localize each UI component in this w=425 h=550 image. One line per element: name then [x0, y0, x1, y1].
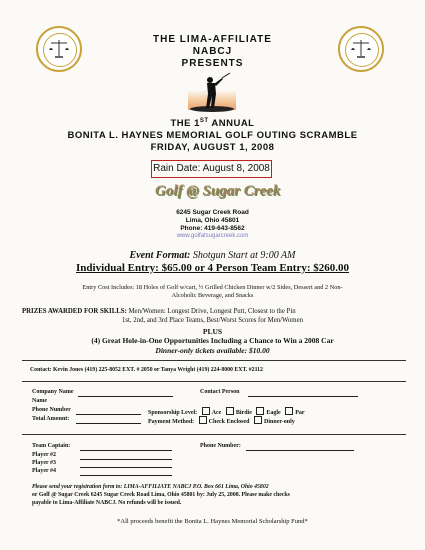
sugar-creek-logo: Golf @ Sugar Creek: [155, 183, 281, 199]
player-3-field[interactable]: [80, 467, 172, 468]
sponsorship-row: Sponsorship Level: Ace Birdie Eagle Par: [148, 407, 305, 416]
send-form-line-1: Please send your registration form to: LIMA-AFFILIATE NABCJ P.O. Box 661 Lima, Ohio 45802: [32, 484, 269, 490]
venue-phone: Phone: 419-643-8562: [180, 225, 245, 232]
total-amount-label: Total Amount:: [32, 416, 70, 422]
phone-number-2-label: Phone Number:: [200, 443, 241, 449]
entry-price: Individual Entry: $65.00 or 4 Person Team Entry: $260.00: [76, 262, 349, 274]
team-captain-field[interactable]: [80, 450, 172, 451]
event-date: FRIDAY, AUGUST 1, 2008: [150, 142, 275, 153]
presents-label: PRESENTS: [181, 58, 244, 69]
team-captain-label: Team Captain:: [32, 443, 71, 449]
contact-person-field[interactable]: [248, 396, 358, 397]
venue-street: 6245 Sugar Creek Road: [176, 209, 249, 216]
dinner-only-checkbox[interactable]: [254, 416, 262, 424]
cost-includes-1: Entry Cost Includes: 18 Holes of Golf w/cart, ½ Grilled Chicken Dinner w/2 Sides, Dessert and 2 Non-: [82, 284, 343, 291]
divider-1: [22, 360, 406, 361]
org-name: THE LIMA-AFFILIATE: [153, 34, 272, 45]
payment-row: Payment Method: Check Enclosed Dinner-only: [148, 416, 295, 425]
birdie-checkbox[interactable]: [226, 407, 234, 415]
plus-label: PLUS: [202, 327, 223, 336]
rain-date-box: Rain Date: August 8, 2008: [151, 160, 272, 178]
org-abbrev: NABCJ: [192, 46, 233, 57]
event-name: BONITA L. HAYNES MEMORIAL GOLF OUTING SCRAMBLE: [67, 130, 358, 141]
event-format: Event Format: Shotgun Start at 9:00 AM: [129, 250, 296, 261]
cost-includes-2: Alcoholic Beverage, and Snacks: [171, 292, 254, 299]
contact-line: Contact: Kevin Jones (419) 225-8052 EXT. # 2050 or Tanya Wright (419) 224-8000 EXT. #2112: [30, 367, 263, 373]
prizes-line: PRIZES AWARDED FOR SKILLS: Men/Women: Longest Drive, Longest Putt, Closest to the Pin: [22, 308, 296, 315]
proceeds-note: *All proceeds benefit the Bonita L. Haynes Memorial Scholarship Fund*: [117, 518, 308, 525]
company-name-field[interactable]: [78, 396, 173, 397]
player-2-field[interactable]: [80, 459, 172, 460]
total-amount-field[interactable]: [76, 423, 141, 424]
annual-title: THE 1ST ANNUAL: [170, 118, 255, 130]
phone-number-field[interactable]: [76, 414, 141, 415]
phone-number-label: Phone Number: [32, 407, 71, 413]
name-label: Name: [32, 398, 47, 404]
player-4-field[interactable]: [80, 475, 172, 476]
send-form-line-3: payable to Lima-Affiliate NABCJ. No refunds will be issued.: [32, 500, 182, 506]
player-3-label: Player #3: [32, 460, 57, 466]
divider-3: [22, 434, 406, 435]
send-form-line-2: or Golf @ Sugar Creek 6245 Sugar Creek Road Lima, Ohio 45801 by: July 25, 2008. Please make checks: [32, 492, 290, 498]
player-2-label: Player #2: [32, 452, 57, 458]
par-checkbox[interactable]: [285, 407, 293, 415]
contact-person-label: Contact Person: [200, 389, 240, 395]
player-4-label: Player #4: [32, 468, 57, 474]
prizes-teams: 1st, 2nd, and 3rd Place Teams, Best/Worst Scores for Men/Women: [121, 317, 304, 324]
phone-number-2-field[interactable]: [246, 450, 354, 451]
ace-checkbox[interactable]: [202, 407, 210, 415]
divider-2: [22, 381, 406, 382]
golfer-silhouette-image: [188, 72, 236, 112]
venue-website-link[interactable]: www.golfatsugarcreek.com: [176, 233, 249, 239]
eagle-checkbox[interactable]: [256, 407, 264, 415]
hole-in-one-line: (4) Great Hole-in-One Opportunities Including a Chance to Win a 2008 Car: [91, 336, 334, 345]
company-name-label: Company Name: [32, 389, 74, 395]
venue-city: Lima, Ohio 45801: [185, 217, 240, 224]
check-enclosed-checkbox[interactable]: [199, 416, 207, 424]
dinner-only-line: Dinner-only tickets available: $10.00: [155, 346, 270, 355]
